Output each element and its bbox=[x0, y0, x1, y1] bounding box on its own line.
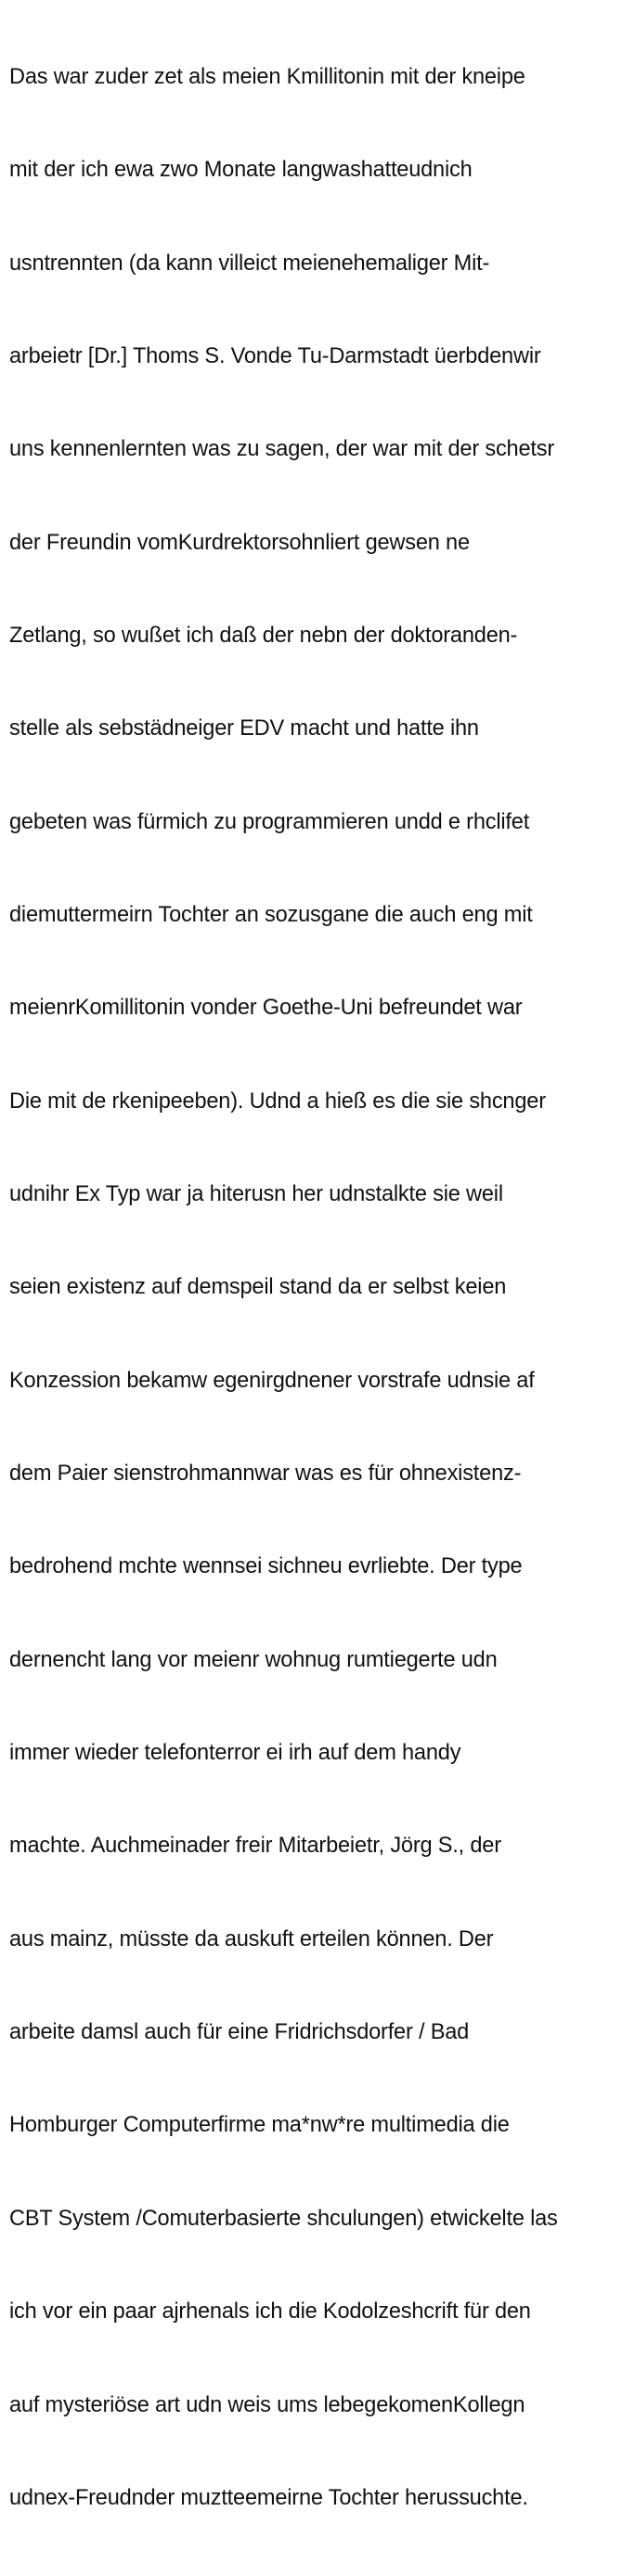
text-line: immer wieder telefonterror ei irh auf dem handy bbox=[9, 1741, 461, 1766]
text-line: ich vor ein paar ajrhenals ich die Kodolzeshcrift für den bbox=[9, 2299, 531, 2325]
text-line: Zetlang, so wußet ich daß der nebn der doktoranden- bbox=[9, 623, 518, 648]
text-line: seien existenz auf demspeil stand da er selbst keien bbox=[9, 1275, 507, 1300]
text-line: udnihr Ex Typ war ja hiterusn her udnstalkte sie weil bbox=[9, 1182, 503, 1207]
text-line: aus mainz, müsste da auskuft erteilen können. Der bbox=[9, 1926, 494, 1951]
text-line: dernencht lang vor meienr wohnug rumtiegerte udn bbox=[9, 1647, 498, 1672]
text-line: arbeietr [Dr.] Thoms S. Vonde Tu-Darmstadt üerbdenwir bbox=[9, 343, 541, 368]
text-line: CBT System /Comuterbasierte shculungen) etwickelte las bbox=[9, 2206, 558, 2231]
text-line: arbeite damsl auch für eine Fridrichsdorfer / Bad bbox=[9, 2020, 470, 2045]
text-line: der Freundin vomKurdrektorsohnliert gewsen ne bbox=[9, 530, 470, 555]
text-line: auf mysteriöse art udn weis ums lebegekomenKollegn bbox=[9, 2392, 525, 2417]
text-line: dem Paier sienstrohmannwar was es für ohnexistenz- bbox=[9, 1462, 522, 1487]
text-line: Die mit de rkenipeeben). Udnd a hieß es die sie shcnger bbox=[9, 1088, 546, 1114]
text-line: machte. Auchmeinader freir Mitarbeietr, Jörg S., der bbox=[9, 1834, 501, 1859]
text-line: Homburger Computerfirme ma*nw*re multimedia die bbox=[9, 2113, 510, 2138]
body-text bbox=[9, 0, 633, 2576]
text-line: uns kennenlernten was zu sagen, der war mit der schetsr bbox=[9, 437, 555, 462]
text-line: gebeten was fürmich zu programmieren undd e rhclifet bbox=[9, 809, 530, 834]
text-line: diemuttermeirn Tochter an sozusgane die auch eng mit bbox=[9, 903, 533, 927]
text-line: stelle als sebstädneiger EDV macht und hatte ihn bbox=[9, 716, 479, 741]
text-line: Das war zuder zet als meien Kmillitonin mit der kneipe bbox=[9, 64, 525, 89]
text-line: Konzession bekamw egenirgdnener vorstrafe udnsie af bbox=[9, 1368, 535, 1393]
text-line: mit der ich ewa zwo Monate langwashatteudnich bbox=[9, 158, 473, 183]
text-line: usntrennten (da kann villeict meienehemaliger Mit- bbox=[9, 251, 490, 276]
text-line: meienrKomillitonin vonder Goethe-Uni befreundet war bbox=[9, 996, 523, 1021]
text-line: bedrohend mchte wennsei sichneu evrliebte. Der type bbox=[9, 1554, 523, 1579]
text-line: udnex-Freudnder muztteemeirne Tochter herussuchte. bbox=[9, 2485, 528, 2510]
